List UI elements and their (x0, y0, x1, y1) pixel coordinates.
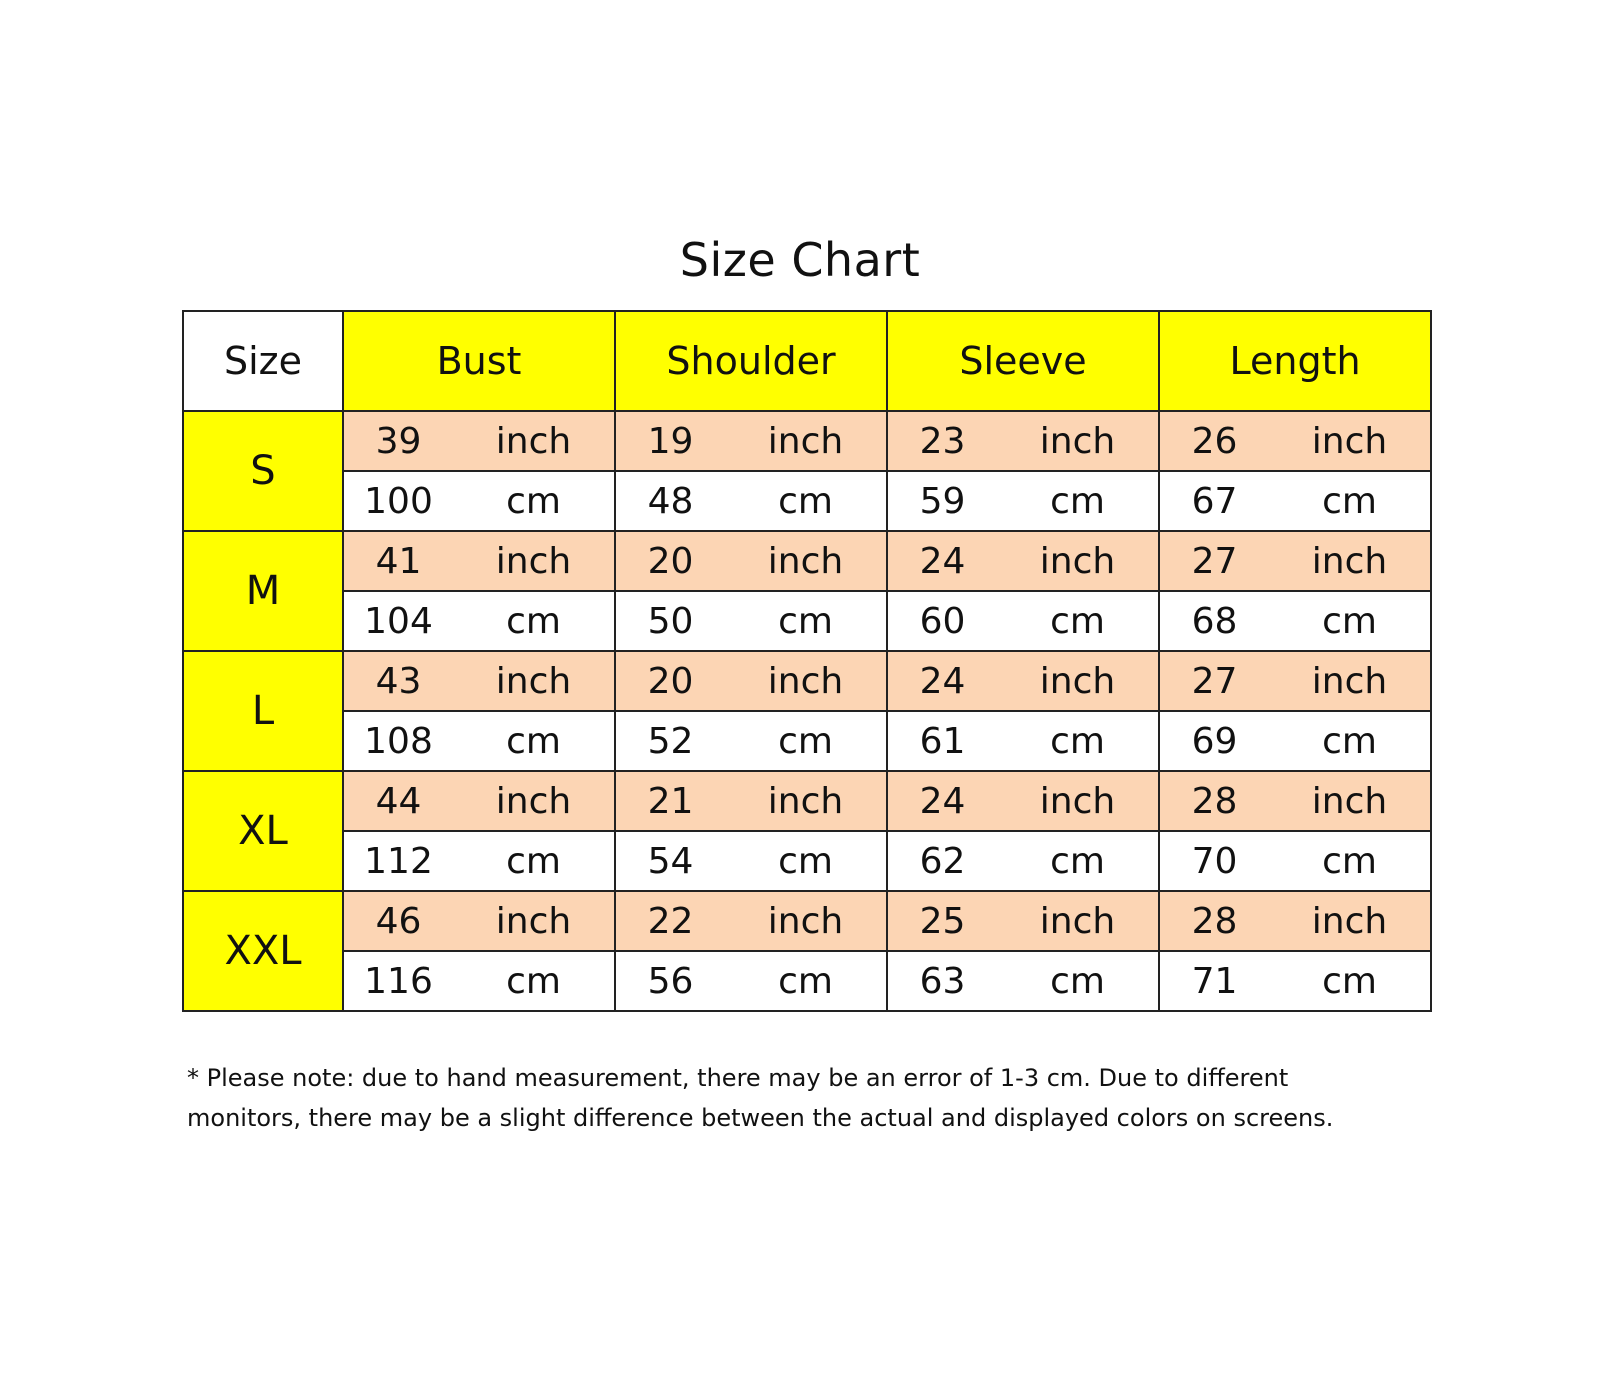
shoulder-value: 48 (615, 471, 725, 531)
length-unit: cm (1269, 711, 1431, 771)
sleeve-value: 24 (887, 651, 997, 711)
shoulder-unit: inch (725, 411, 887, 471)
shoulder-value: 22 (615, 891, 725, 951)
length-unit: inch (1269, 891, 1431, 951)
bust-unit: inch (453, 411, 615, 471)
bust-value: 108 (343, 711, 453, 771)
length-unit: cm (1269, 471, 1431, 531)
bust-unit: cm (453, 591, 615, 651)
note-line-2: monitors, there may be a slight difference between the actual and displayed colors on screens. (187, 1104, 1334, 1132)
shoulder-unit: cm (725, 951, 887, 1011)
bust-unit: inch (453, 891, 615, 951)
shoulder-value: 20 (615, 531, 725, 591)
bust-unit: cm (453, 951, 615, 1011)
sleeve-unit: cm (997, 711, 1159, 771)
length-unit: cm (1269, 591, 1431, 651)
sleeve-unit: cm (997, 471, 1159, 531)
sleeve-unit: inch (997, 411, 1159, 471)
bust-unit: cm (453, 711, 615, 771)
length-value: 28 (1159, 891, 1269, 951)
shoulder-value: 21 (615, 771, 725, 831)
size-label-l: L (183, 651, 343, 771)
length-value: 68 (1159, 591, 1269, 651)
shoulder-unit: cm (725, 471, 887, 531)
bust-unit: inch (453, 651, 615, 711)
sleeve-value: 62 (887, 831, 997, 891)
sleeve-value: 23 (887, 411, 997, 471)
size-chart-table (182, 310, 1432, 1012)
bust-value: 112 (343, 831, 453, 891)
sleeve-value: 60 (887, 591, 997, 651)
sleeve-value: 24 (887, 531, 997, 591)
length-unit: inch (1269, 771, 1431, 831)
size-label-s: S (183, 411, 343, 531)
sleeve-unit: cm (997, 591, 1159, 651)
bust-value: 46 (343, 891, 453, 951)
sleeve-unit: inch (997, 891, 1159, 951)
bust-unit: cm (453, 831, 615, 891)
length-value: 27 (1159, 531, 1269, 591)
header-sleeve: Sleeve (887, 311, 1159, 411)
table-row-m-cm (183, 591, 1431, 651)
sleeve-value: 24 (887, 771, 997, 831)
length-unit: cm (1269, 951, 1431, 1011)
bust-unit: cm (453, 471, 615, 531)
bust-value: 104 (343, 591, 453, 651)
length-value: 71 (1159, 951, 1269, 1011)
table-row-s-inch (183, 411, 1431, 471)
length-value: 28 (1159, 771, 1269, 831)
shoulder-value: 54 (615, 831, 725, 891)
length-value: 26 (1159, 411, 1269, 471)
shoulder-value: 52 (615, 711, 725, 771)
bust-value: 100 (343, 471, 453, 531)
table-row-l-inch (183, 651, 1431, 711)
length-unit: inch (1269, 411, 1431, 471)
header-bust: Bust (343, 311, 615, 411)
table-row-xxl-inch (183, 891, 1431, 951)
sleeve-unit: inch (997, 531, 1159, 591)
bust-unit: inch (453, 531, 615, 591)
shoulder-value: 19 (615, 411, 725, 471)
measurement-note (187, 1058, 1447, 1138)
bust-value: 116 (343, 951, 453, 1011)
header-size: Size (183, 311, 343, 411)
table-row-s-cm (183, 471, 1431, 531)
table-row-l-cm (183, 711, 1431, 771)
length-value: 67 (1159, 471, 1269, 531)
shoulder-value: 56 (615, 951, 725, 1011)
shoulder-value: 50 (615, 591, 725, 651)
bust-value: 43 (343, 651, 453, 711)
size-label-xl: XL (183, 771, 343, 891)
table-row-xl-inch (183, 771, 1431, 831)
shoulder-unit: cm (725, 831, 887, 891)
bust-unit: inch (453, 771, 615, 831)
length-unit: cm (1269, 831, 1431, 891)
shoulder-unit: inch (725, 651, 887, 711)
table-row-m-inch (183, 531, 1431, 591)
sleeve-unit: cm (997, 831, 1159, 891)
sleeve-value: 63 (887, 951, 997, 1011)
shoulder-unit: inch (725, 771, 887, 831)
length-unit: inch (1269, 651, 1431, 711)
length-unit: inch (1269, 531, 1431, 591)
table-row-xl-cm (183, 831, 1431, 891)
table-row-xxl-cm (183, 951, 1431, 1011)
table-header-row (183, 311, 1431, 411)
size-label-xxl: XXL (183, 891, 343, 1011)
bust-value: 44 (343, 771, 453, 831)
header-shoulder: Shoulder (615, 311, 887, 411)
sleeve-value: 59 (887, 471, 997, 531)
sleeve-unit: cm (997, 951, 1159, 1011)
length-value: 69 (1159, 711, 1269, 771)
shoulder-unit: inch (725, 531, 887, 591)
sleeve-value: 25 (887, 891, 997, 951)
length-value: 27 (1159, 651, 1269, 711)
bust-value: 41 (343, 531, 453, 591)
sleeve-unit: inch (997, 651, 1159, 711)
shoulder-unit: inch (725, 891, 887, 951)
page-title: Size Chart (679, 233, 921, 287)
note-line-1: * Please note: due to hand measurement, there may be an error of 1-3 cm. Due to different (187, 1064, 1289, 1092)
bust-value: 39 (343, 411, 453, 471)
shoulder-value: 20 (615, 651, 725, 711)
sleeve-unit: inch (997, 771, 1159, 831)
shoulder-unit: cm (725, 711, 887, 771)
sleeve-value: 61 (887, 711, 997, 771)
size-label-m: M (183, 531, 343, 651)
length-value: 70 (1159, 831, 1269, 891)
header-length: Length (1159, 311, 1431, 411)
shoulder-unit: cm (725, 591, 887, 651)
